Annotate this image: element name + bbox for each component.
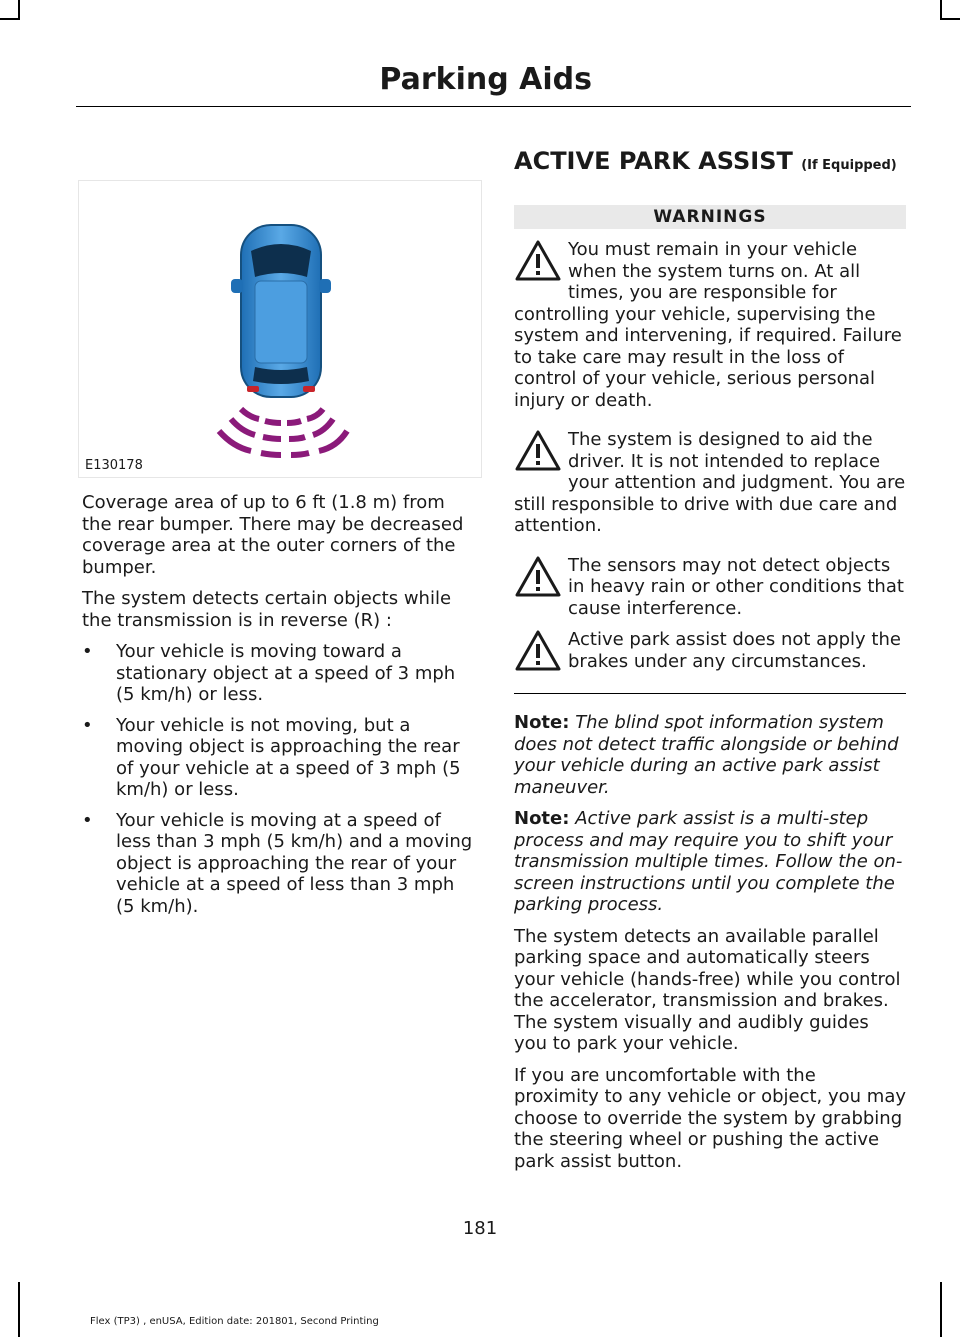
list-item-text: Your vehicle is moving at a speed of less than 3 mph (5 km/h) and a moving object is approaching the rear of your vehicle at a speed of less than 3 mph (5 km/h).: [116, 809, 473, 917]
left-column: [82, 492, 477, 926]
warning-item: [514, 555, 906, 620]
list-item: [82, 641, 477, 706]
warning-triangle-icon: [514, 239, 562, 283]
section-title-qualifier: (If Equipped): [801, 158, 897, 173]
warning-triangle-icon: [514, 629, 562, 673]
warnings-heading: WARNINGS: [514, 205, 906, 229]
page-header-title: Parking Aids: [379, 62, 592, 97]
crop-mark-bottom-left-v: [18, 1282, 20, 1337]
warning-item: [514, 629, 906, 673]
warning-triangle-icon: [514, 555, 562, 599]
warning-text: The system is designed to aid the driver. It is not intended to replace your attention and judgment. You are still responsible to drive with due care and attention.: [514, 429, 906, 536]
bullet-mark: •: [82, 809, 93, 831]
page-number: 181: [462, 1218, 498, 1239]
note-paragraph: [514, 808, 906, 916]
warning-text: The sensors may not detect objects in heavy rain or other conditions that cause interference.: [568, 554, 904, 619]
list-item-text: Your vehicle is moving toward a stationary object at a speed of 3 mph (5 km/h) or less.: [116, 641, 456, 705]
figure-id-label: E130178: [85, 458, 143, 473]
note-paragraph: [514, 712, 906, 798]
crop-mark-top-right-v: [940, 0, 942, 20]
right-column: [514, 146, 906, 1182]
note-label: Note:: [514, 712, 570, 733]
bullet-mark: •: [82, 641, 93, 662]
section-title: [514, 146, 906, 181]
header-divider: [76, 106, 911, 107]
crop-mark-bottom-right-v: [940, 1282, 942, 1337]
parking-sensor-figure: [78, 180, 482, 478]
note-text: Active park assist is a multi-step process and may require you to shift your transmission multiple times. Follow the on-screen instructions until you complete the parking process.: [514, 808, 903, 915]
warning-text: You must remain in your vehicle when the system turns on. At all times, you are responsible for controlling your vehicle, supervising the system and intervening, if required. Failure to take care may result in the loss of control of your vehicle, serious personal injury or death.: [514, 239, 902, 411]
list-item-text: Your vehicle is not moving, but a moving object is approaching the rear of your vehicle at a speed of 3 mph (5 km/h) or less.: [116, 714, 461, 800]
section-title-text: ACTIVE PARK ASSIST: [514, 147, 793, 175]
crop-mark-top-left-v: [18, 0, 20, 20]
warnings-end-divider: [514, 693, 906, 694]
override-paragraph: If you are uncomfortable with the proximity to any vehicle or object, you may choose to override the system by grabbing the steering wheel or pushing the active park assist button.: [514, 1064, 907, 1172]
crop-mark-top-left-h: [0, 18, 20, 20]
warning-text: Active park assist does not apply the brakes under any circumstances.: [568, 629, 901, 672]
system-description-paragraph: The system detects an available parallel parking space and automatically steers your vehicle (hands-free) while you control the accelerator, transmission and brakes. The system visually and audibly guides you to park your vehicle.: [514, 925, 901, 1054]
warning-triangle-icon: [514, 429, 562, 473]
warning-item: [514, 239, 906, 411]
bullet-mark: •: [82, 714, 93, 736]
page-footer: Flex (TP3) , enUSA, Edition date: 201801, Second Printing: [90, 1316, 379, 1327]
list-item: [82, 715, 477, 801]
list-item: [82, 810, 477, 918]
note-text: The blind spot information system does not detect traffic alongside or behind your vehicle during an active park assist maneuver.: [514, 712, 899, 798]
warning-item: [514, 429, 906, 537]
car-top-view-illustration: [79, 181, 481, 477]
detection-conditions-list: [82, 641, 477, 917]
coverage-paragraph: Coverage area of up to 6 ft (1.8 m) from the rear bumper. There may be decreased coverage area at the outer corners of the bumper.: [82, 492, 464, 578]
crop-mark-top-right-h: [940, 18, 960, 20]
detection-intro-paragraph: The system detects certain objects while the transmission is in reverse (R) :: [82, 588, 452, 631]
note-label: Note:: [514, 808, 570, 829]
